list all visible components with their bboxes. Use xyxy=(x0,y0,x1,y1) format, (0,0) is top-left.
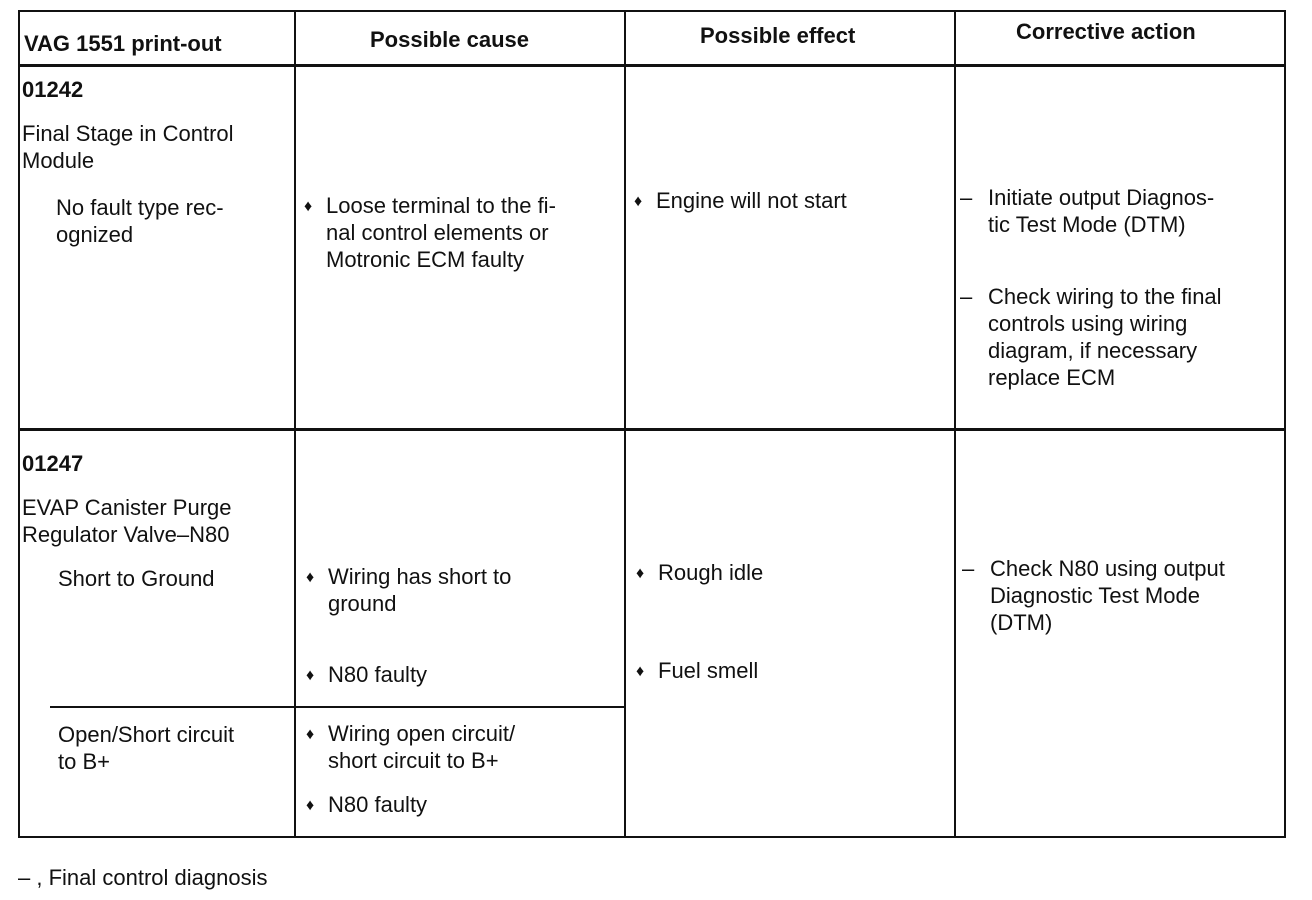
bullet-icon: ♦ xyxy=(306,797,315,814)
fault-type: ognized xyxy=(56,222,134,247)
possible-cause: N80 faulty xyxy=(328,792,428,817)
component-name: EVAP Canister Purge xyxy=(22,495,232,520)
corrective-action: Check wiring to the final xyxy=(988,284,1222,309)
possible-cause: Loose terminal to the fi- xyxy=(326,193,556,218)
fault-type: Short to Ground xyxy=(58,566,215,591)
component-name: Final Stage in Control xyxy=(22,121,234,146)
corrective-action: controls using wiring xyxy=(988,311,1188,336)
footer-note: – , Final control diagnosis xyxy=(18,865,268,890)
fault-type: to B+ xyxy=(58,749,110,774)
dash-icon: – xyxy=(962,556,975,581)
component-name: Regulator Valve–N80 xyxy=(22,522,230,547)
header-divider xyxy=(18,64,1286,67)
possible-cause: Wiring has short to xyxy=(328,564,512,589)
corrective-action: tic Test Mode (DTM) xyxy=(988,212,1186,237)
column-divider xyxy=(954,10,956,838)
dash-icon: – xyxy=(960,284,973,309)
bullet-icon: ♦ xyxy=(306,569,315,586)
possible-cause: short circuit to B+ xyxy=(328,748,499,773)
corrective-action: Check N80 using output xyxy=(990,556,1225,581)
corrective-action: replace ECM xyxy=(988,365,1116,390)
corrective-action: Diagnostic Test Mode xyxy=(990,583,1200,608)
header-possible-cause: Possible cause xyxy=(370,27,529,52)
possible-effect: Fuel smell xyxy=(658,658,759,683)
header-possible-effect: Possible effect xyxy=(700,23,856,48)
possible-cause: Motronic ECM faulty xyxy=(326,247,525,272)
bullet-icon: ♦ xyxy=(304,198,313,215)
possible-cause: nal control elements or xyxy=(326,220,549,245)
bullet-icon: ♦ xyxy=(306,667,315,684)
fault-type: Open/Short circuit xyxy=(58,722,235,747)
column-divider xyxy=(624,10,626,838)
corrective-action: Initiate output Diagnos- xyxy=(988,185,1215,210)
bullet-icon: ♦ xyxy=(306,726,315,743)
fault-code: 01247 xyxy=(22,451,84,476)
possible-cause: N80 faulty xyxy=(328,662,428,687)
dash-icon: – xyxy=(960,185,973,210)
possible-effect: Rough idle xyxy=(658,560,764,585)
bullet-icon: ♦ xyxy=(636,565,645,582)
bullet-icon: ♦ xyxy=(636,663,645,680)
header-printout: VAG 1551 print-out xyxy=(24,31,222,56)
possible-cause: Wiring open circuit/ xyxy=(328,721,516,746)
fault-type: No fault type rec- xyxy=(56,195,224,220)
component-name: Module xyxy=(22,148,95,173)
subrow-divider xyxy=(50,706,626,708)
corrective-action: diagram, if necessary xyxy=(988,338,1198,363)
possible-effect: Engine will not start xyxy=(656,188,847,213)
fault-code: 01242 xyxy=(22,77,84,102)
row-divider xyxy=(18,428,1286,431)
column-divider xyxy=(294,10,296,838)
header-corrective-action: Corrective action xyxy=(1016,19,1196,44)
bullet-icon: ♦ xyxy=(634,193,643,210)
corrective-action: (DTM) xyxy=(990,610,1053,635)
possible-cause: ground xyxy=(328,591,397,616)
